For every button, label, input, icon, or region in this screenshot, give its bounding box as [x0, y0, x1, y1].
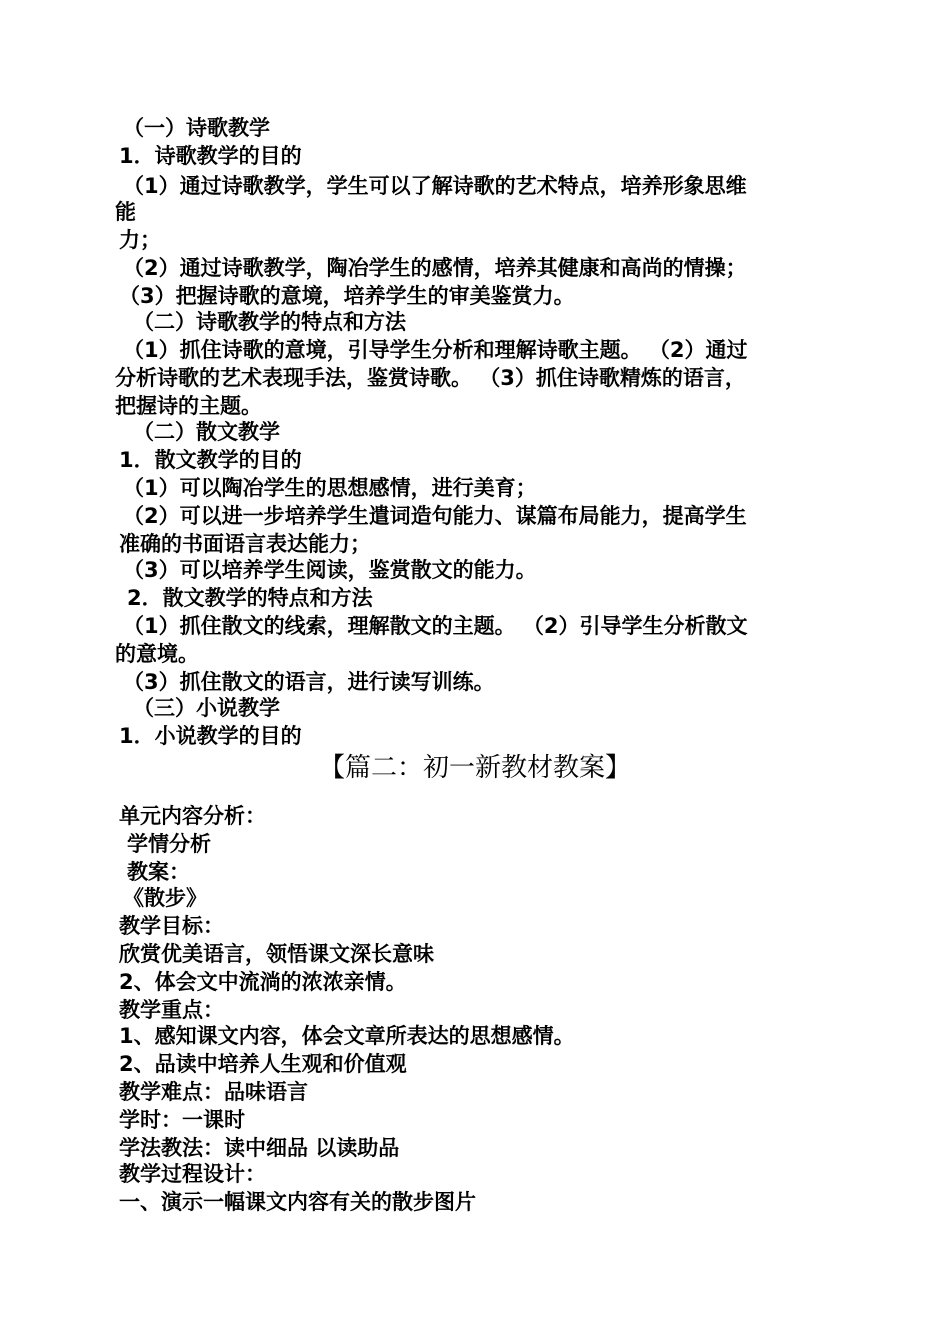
subheading-novel-teaching: （三）小说教学: [133, 696, 280, 720]
poetry-goal-1: （1）通过诗歌教学，学生可以了解诗歌的艺术特点，培养形象思维: [123, 174, 747, 198]
learner-analysis-label: 学情分析: [127, 832, 211, 856]
poetry-goal-3: （3）把握诗歌的意境，培养学生的审美鉴赏力。: [119, 284, 575, 308]
poetry-goal-title: 1．诗歌教学的目的: [119, 144, 302, 168]
subheading-prose-teaching: （二）散文教学: [133, 420, 280, 444]
difficulty-line: 教学难点：品味语言: [119, 1080, 308, 1104]
subheading-poetry-method: （二）诗歌教学的特点和方法: [133, 310, 406, 334]
key-points-label: 教学重点：: [119, 998, 224, 1022]
poetry-goal-1-wrap-b: 力；: [119, 228, 161, 252]
prose-goal-1: （1）可以陶冶学生的思想感情，进行美育；: [123, 476, 537, 500]
unit-analysis-label: 单元内容分析：: [119, 804, 266, 828]
key-point-2: 2、品读中培养人生观和价值观: [119, 1052, 407, 1076]
teaching-objectives-label: 教学目标：: [119, 914, 224, 938]
poetry-method-3: 把握诗的主题。: [115, 394, 262, 418]
subheading-poetry-teaching: （一）诗歌教学: [123, 116, 270, 140]
poetry-method-2: 分析诗歌的艺术表现手法，鉴赏诗歌。 （3）抓住诗歌精炼的语言，: [115, 366, 746, 390]
process-design-label: 教学过程设计：: [119, 1162, 266, 1186]
process-step-1: 一、演示一幅课文内容有关的散步图片: [119, 1190, 476, 1214]
class-hours-line: 学时：一课时: [119, 1108, 245, 1132]
methods-line: 学法教法：读中细品 以读助品: [119, 1136, 400, 1160]
lesson-plan-label: 教案：: [127, 860, 190, 884]
prose-goal-2: （2）可以进一步培养学生遣词造句能力、谋篇布局能力，提高学生: [123, 504, 747, 528]
section-heading: 【篇二：初一新教材教案】: [318, 753, 631, 783]
prose-goal-2-wrap: 准确的书面语言表达能力；: [119, 532, 371, 556]
prose-method-1-wrap: 的意境。: [115, 642, 199, 666]
poetry-goal-1-wrap-a: 能: [115, 200, 136, 224]
lesson-title: 《散步》: [123, 886, 207, 910]
prose-method-1: （1）抓住散文的线索，理解散文的主题。 （2）引导学生分析散文: [123, 614, 748, 638]
novel-goal-title: 1．小说教学的目的: [119, 724, 302, 748]
prose-method-3: （3）抓住散文的语言，进行读写训练。: [123, 670, 495, 694]
prose-goal-title: 1．散文教学的目的: [119, 448, 302, 472]
key-point-1: 1、感知课文内容，体会文章所表达的思想感情。: [119, 1024, 575, 1048]
poetry-method-1: （1）抓住诗歌的意境，引导学生分析和理解诗歌主题。 （2）通过: [123, 338, 748, 362]
prose-goal-3: （3）可以培养学生阅读，鉴赏散文的能力。: [123, 558, 537, 582]
poetry-goal-2: （2）通过诗歌教学，陶冶学生的感情，培养其健康和高尚的情操；: [123, 256, 747, 280]
objective-1: 欣赏优美语言，领悟课文深长意味: [119, 942, 434, 966]
objective-2: 2、体会文中流淌的浓浓亲情。: [119, 970, 407, 994]
prose-method-title: 2．散文教学的特点和方法: [127, 586, 373, 610]
